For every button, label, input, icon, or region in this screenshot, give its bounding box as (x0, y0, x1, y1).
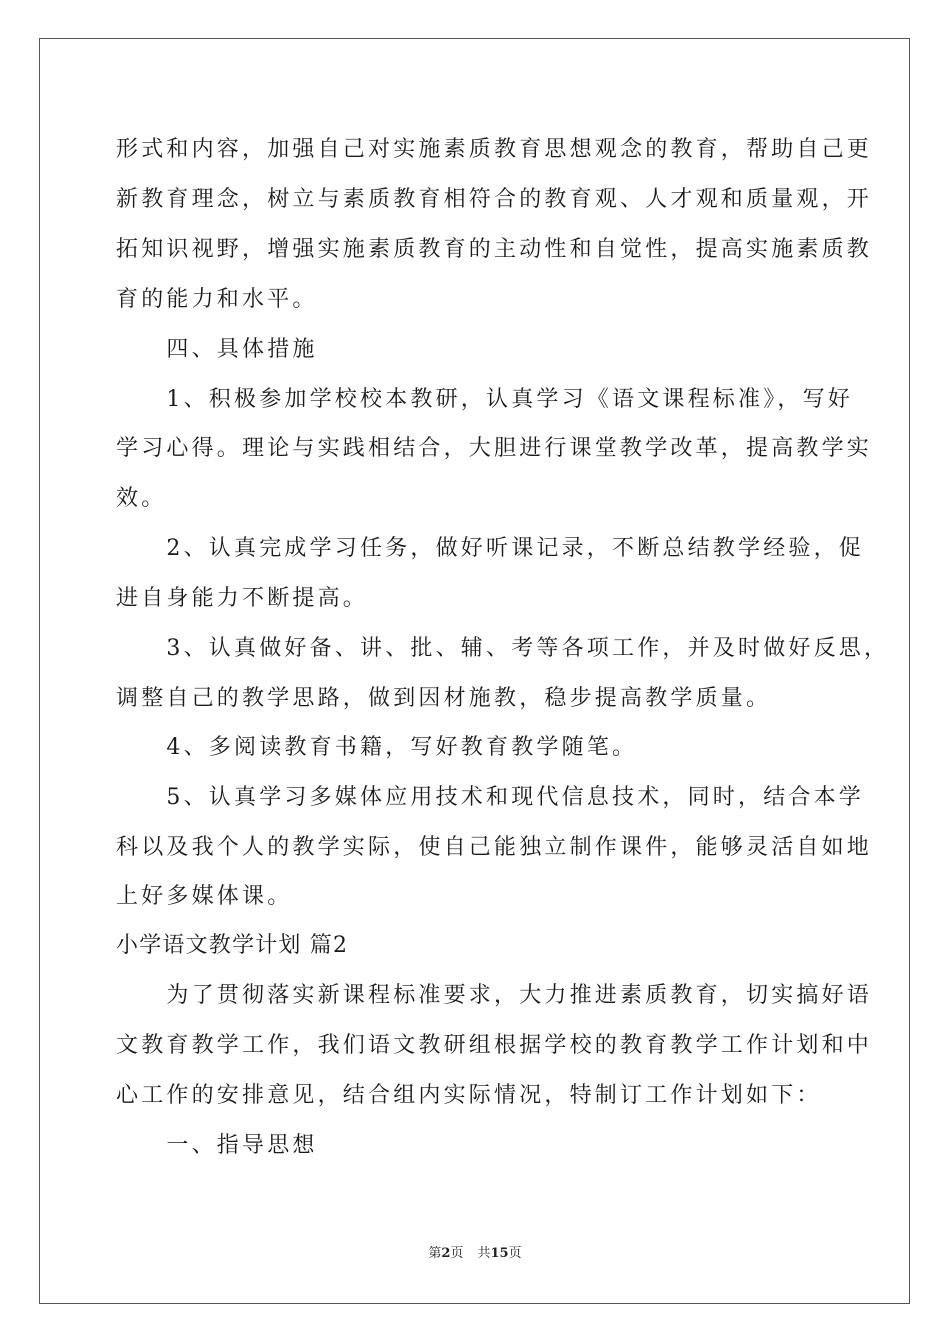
current-page-number: 2 (441, 1246, 451, 1261)
total-page-count: 15 (490, 1246, 509, 1261)
page-suffix: 页 (450, 1246, 464, 1261)
body-text-line: 新教育理念，树立与素质教育相符合的教育观、人才观和质量观，开 (116, 187, 873, 212)
body-text-line: 上好多媒体课。 (116, 884, 293, 909)
body-text-line: 学习心得。理论与实践相结合，大胆进行课堂教学改革，提高教学实 (116, 436, 873, 461)
body-text-line: 形式和内容，加强自己对实施素质教育思想观念的教育，帮助自己更 (116, 137, 873, 162)
body-text-line: 调整自己的教学思路，做到因材施教，稳步提高教学质量。 (116, 686, 772, 711)
body-text-line: 5、认真学习多媒体应用技术和现代信息技术，同时，结合本学 (116, 785, 864, 810)
body-text-line: 为了贯彻落实新课程标准要求，大力推进素质教育，切实搞好语 (116, 983, 873, 1008)
page-border (39, 38, 910, 1304)
body-text-line: 进自身能力不断提高。 (116, 586, 369, 611)
body-text-line: 4、多阅读教育书籍，写好教育教学随笔。 (116, 735, 638, 760)
page-footer (0, 1245, 950, 1263)
section-heading: 四、具体措施 (116, 337, 318, 362)
body-text-line: 3、认真做好备、讲、批、辅、考等各项工作，并及时做好反思， (116, 636, 890, 661)
section-heading: 一、指导思想 (116, 1133, 318, 1158)
body-text-line: 拓知识视野，增强实施素质教育的主动性和自觉性，提高实施素质教 (116, 237, 873, 262)
body-text-line: 2、认真完成学习任务，做好听课记录，不断总结教学经验，促 (116, 536, 864, 561)
body-text-line: 1、积极参加学校校本教研，认真学习《语文课程标准》，写好 (116, 387, 853, 412)
body-text-line: 育的能力和水平。 (116, 287, 318, 312)
body-text-line: 科以及我个人的教学实际，使自己能独立制作课件，能够灵活自如地 (116, 835, 873, 860)
page-prefix: 第 (428, 1246, 442, 1261)
body-text-line: 心工作的安排意见，结合组内实际情况，特制订工作计划如下： (116, 1083, 822, 1108)
total-prefix: 共 (477, 1246, 491, 1261)
body-text-line: 效。 (116, 486, 167, 511)
body-text-line: 文教育教学工作，我们语文教研组根据学校的教育教学工作计划和中 (116, 1033, 873, 1058)
article-heading: 小学语文教学计划 篇2 (116, 933, 349, 958)
total-suffix: 页 (508, 1246, 522, 1261)
